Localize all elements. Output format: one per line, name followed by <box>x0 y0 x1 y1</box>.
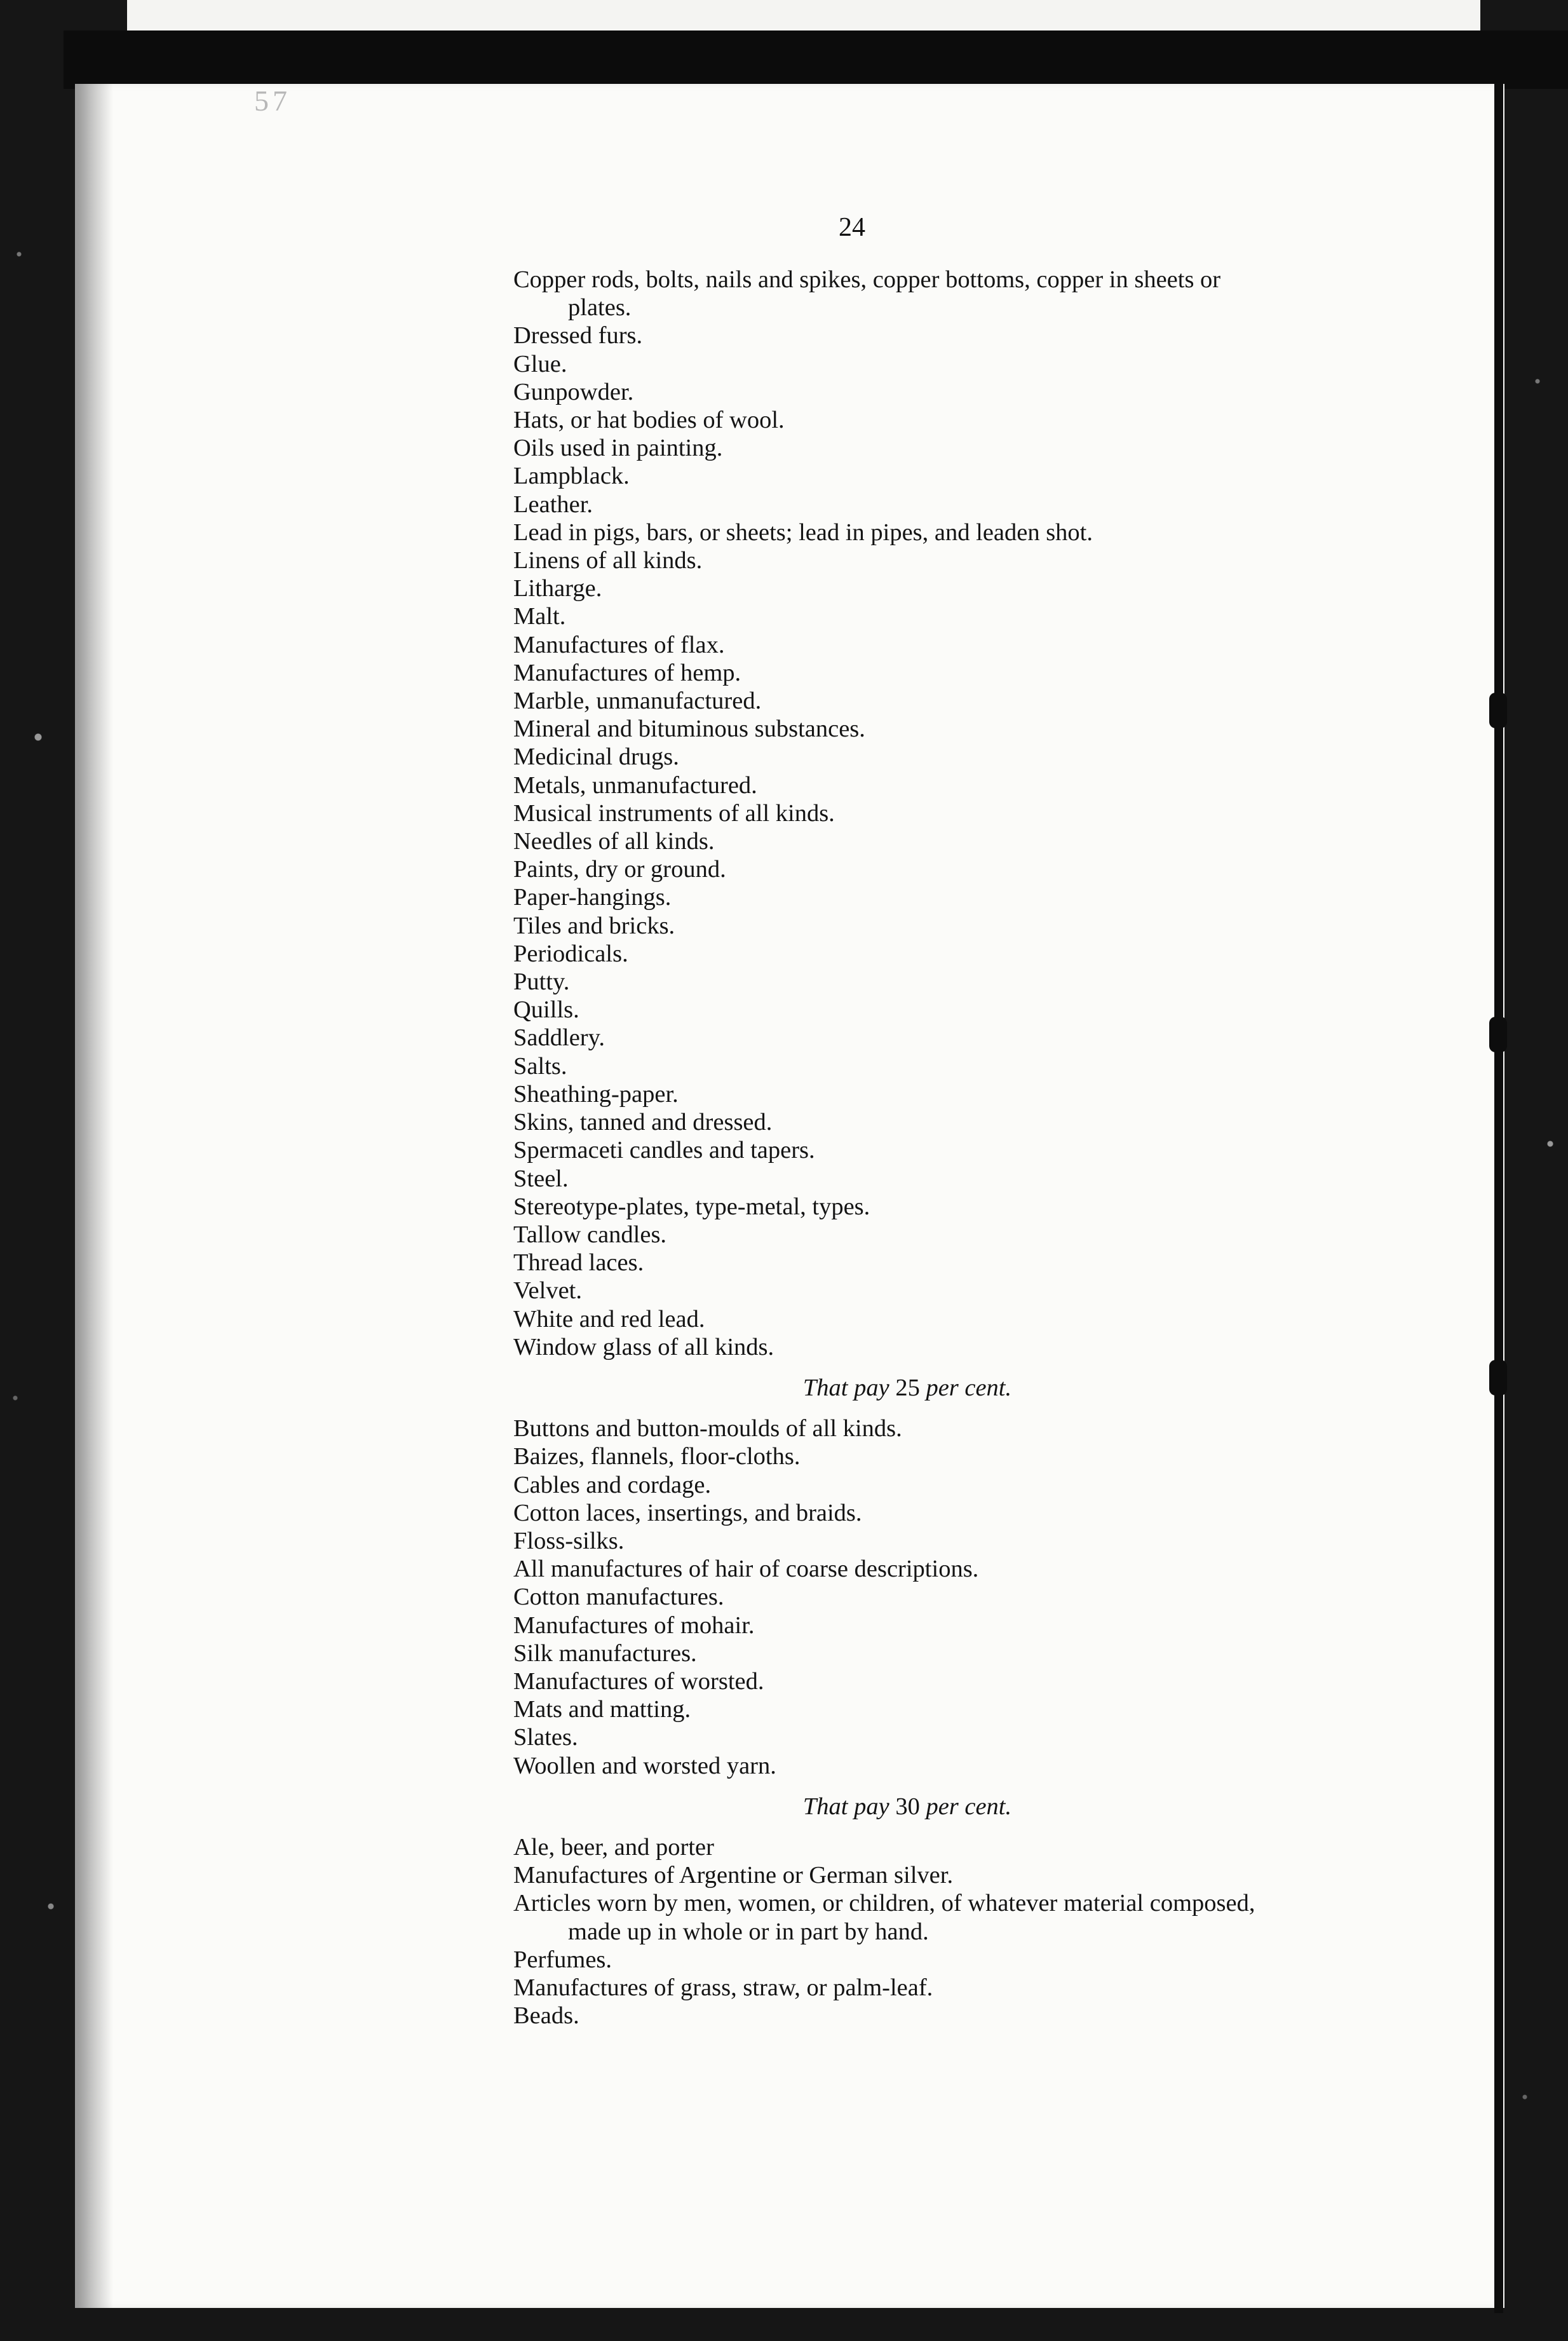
list-item: Saddlery. <box>513 1024 605 1052</box>
list-item: Skins, tanned and dressed. <box>513 1109 773 1136</box>
scanner-top-band <box>64 31 1568 89</box>
list-item: Steel. <box>513 1165 569 1192</box>
section-heading-30 <box>539 1793 1276 1821</box>
binding-clip <box>1489 1360 1507 1395</box>
heading-rate: 30 <box>895 1793 920 1820</box>
list-item: Sheathing-paper. <box>513 1080 679 1108</box>
list-item: Musical instruments of all kinds. <box>513 799 835 827</box>
list-item: Velvet. <box>513 1277 582 1305</box>
list-item: Slates. <box>513 1724 578 1751</box>
list-item: Manufactures of worsted. <box>513 1667 764 1695</box>
list-item: White and red lead. <box>513 1305 705 1333</box>
list-item: Beads. <box>513 2002 579 2030</box>
list-item: Medicinal drugs. <box>513 743 679 771</box>
list-item: Malt. <box>513 603 566 630</box>
list-item: Articles worn by men, women, or children, of whatever material composed, made up in whole or in part by hand. <box>513 1890 1255 1945</box>
previous-page-strip <box>127 0 1480 31</box>
heading-suffix: per cent. <box>926 1374 1012 1401</box>
list-item: Cotton laces, insertings, and braids. <box>513 1499 862 1526</box>
list-item: All manufactures of hair of coarse descriptions. <box>513 1556 979 1583</box>
list-item: Hats, or hat bodies of wool. <box>513 407 785 434</box>
list-item: Thread laces. <box>513 1249 644 1277</box>
heading-suffix: per cent. <box>926 1793 1012 1820</box>
list-item: Cables and cordage. <box>513 1471 712 1498</box>
binding-clip <box>1489 1017 1507 1052</box>
list-item: Paper-hangings. <box>513 884 672 911</box>
list-item: Oils used in painting. <box>513 435 723 462</box>
list-item: Needles of all kinds. <box>513 828 715 855</box>
list-item: Marble, unmanufactured. <box>513 688 762 715</box>
list-item: Window glass of all kinds. <box>513 1333 774 1360</box>
list-item: Metals, unmanufactured. <box>513 771 757 799</box>
list-item: Spermaceti candles and tapers. <box>513 1137 815 1164</box>
corner-mark: 57 <box>254 85 291 117</box>
list-item: Manufactures of hemp. <box>513 659 741 686</box>
list-item: Manufactures of mohair. <box>513 1612 755 1639</box>
list-item: Paints, dry or ground. <box>513 856 726 883</box>
list-item: Perfumes. <box>513 1946 612 1973</box>
list-item: Linens of all kinds. <box>513 547 703 574</box>
section-heading-25 <box>539 1374 1276 1402</box>
list-item: Silk manufactures. <box>513 1639 697 1667</box>
list-item: Lead in pigs, bars, or sheets; lead in pipes, and leaden shot. <box>513 519 1093 546</box>
list-item: Tallow candles. <box>513 1221 667 1248</box>
page-right-edge <box>1494 83 1503 2313</box>
list-item: Baizes, flannels, floor-cloths. <box>513 1443 801 1470</box>
list-item: Woollen and worsted yarn. <box>513 1752 776 1779</box>
binding-shadow <box>75 84 113 2308</box>
list-item: Litharge. <box>513 575 602 602</box>
list-item: Gunpowder. <box>513 378 634 405</box>
heading-rate: 25 <box>895 1374 920 1401</box>
list-item: Ale, beer, and porter <box>513 1833 714 1861</box>
list-item: Glue. <box>513 350 567 377</box>
list-item: Manufactures of Argentine or German silver. <box>513 1862 954 1889</box>
heading-prefix: That pay <box>802 1793 889 1820</box>
list-item: Mineral and bituminous substances. <box>513 716 865 743</box>
list-item: Copper rods, bolts, nails and spikes, copper bottoms, copper in sheets or plates. <box>513 266 1221 322</box>
list-item: Putty. <box>513 968 570 996</box>
page-number: 24 <box>839 213 865 242</box>
list-item: Manufactures of grass, straw, or palm-leaf. <box>513 1974 933 2001</box>
list-item: Manufactures of flax. <box>513 631 725 658</box>
list-item: Buttons and button-moulds of all kinds. <box>513 1415 902 1442</box>
list-item: Mats and matting. <box>513 1696 691 1723</box>
list-item: Salts. <box>513 1052 567 1080</box>
list-item: Cotton manufactures. <box>513 1584 724 1611</box>
binding-clip <box>1489 693 1507 728</box>
heading-prefix: That pay <box>802 1374 889 1401</box>
list-item: Dressed furs. <box>513 322 643 349</box>
list-item: Leather. <box>513 491 593 518</box>
tariff-list <box>513 266 1276 2030</box>
list-item: Stereotype-plates, type-metal, types. <box>513 1193 870 1220</box>
list-item: Lampblack. <box>513 463 630 490</box>
list-item: Tiles and bricks. <box>513 912 675 939</box>
list-item: Floss-silks. <box>513 1527 625 1554</box>
list-item: Quills. <box>513 996 579 1024</box>
list-item: Periodicals. <box>513 940 628 967</box>
